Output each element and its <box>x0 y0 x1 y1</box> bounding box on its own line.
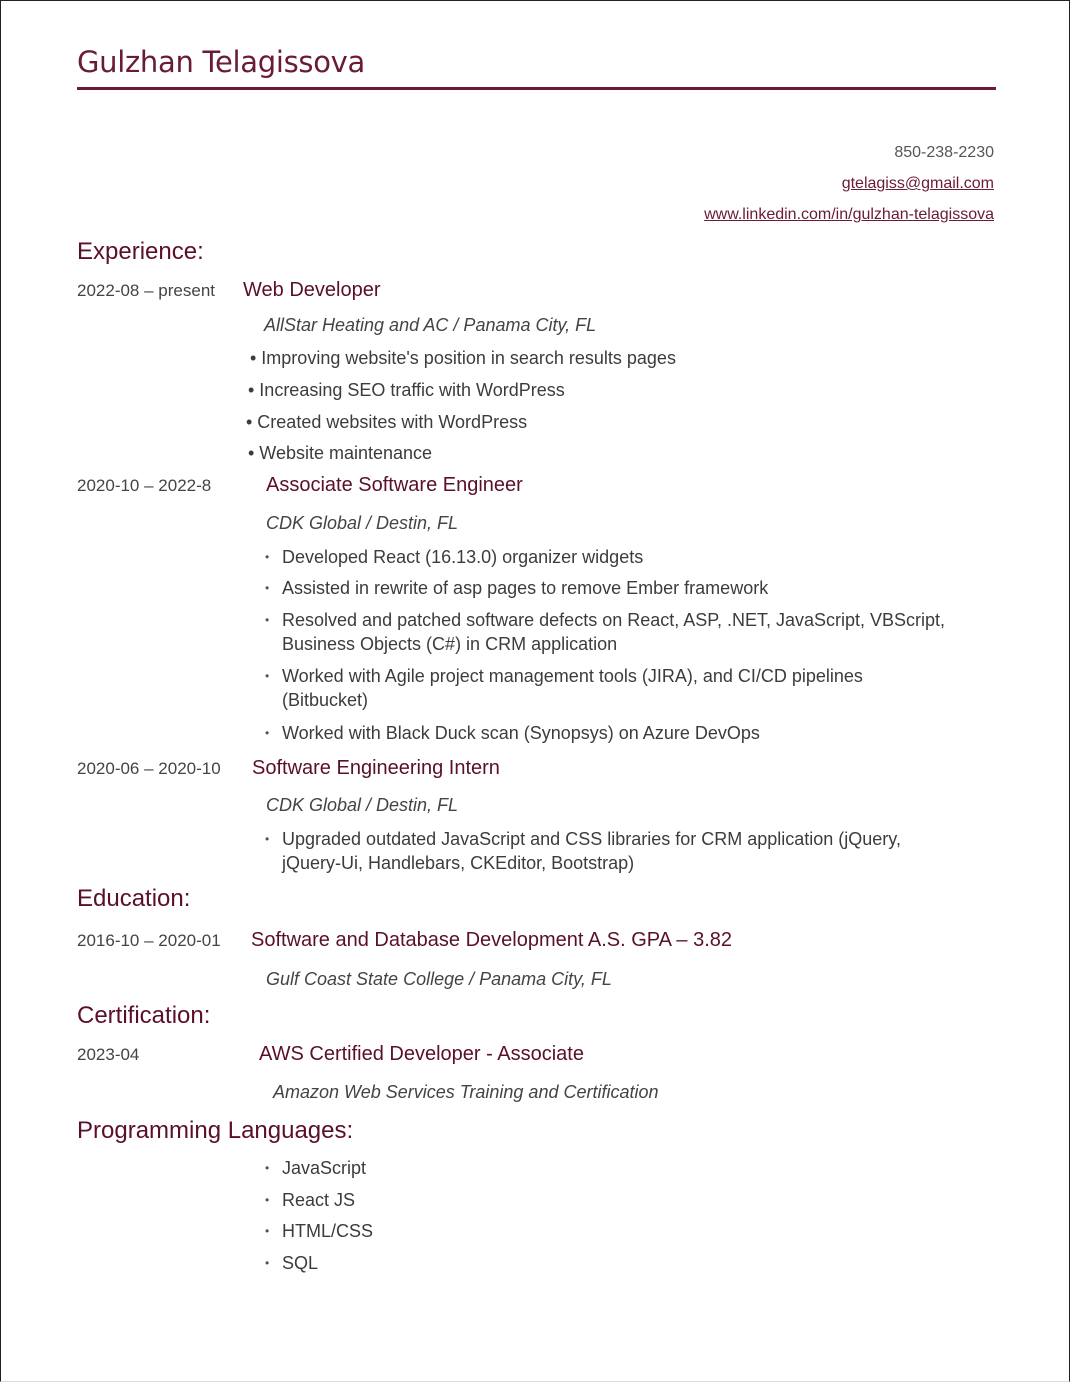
bullet-dot: • <box>265 669 270 683</box>
education-heading: Education: <box>77 885 191 912</box>
bullet-dot: • <box>265 726 270 740</box>
job-bullet: Resolved and patched software defects on React, ASP, .NET, JavaScript, VBScript, <box>282 610 946 630</box>
education-dates: 2016-10 – 2020-01 <box>77 931 221 950</box>
name-divider <box>77 87 996 90</box>
job-dates: 2022-08 – present <box>77 281 215 300</box>
job-title: Associate Software Engineer <box>266 474 523 496</box>
language-item: React JS <box>282 1190 356 1210</box>
job-bullet: jQuery-Ui, Handlebars, CKEditor, Bootstrap) <box>282 853 635 873</box>
language-item: SQL <box>282 1253 319 1273</box>
experience-heading: Experience: <box>77 238 204 265</box>
education-degree: Software and Database Development A.S. GPA – 3.82 <box>251 929 733 951</box>
job-dates: 2020-10 – 2022-8 <box>77 476 212 495</box>
job-organization: AllStar Heating and AC / Panama City, FL <box>264 315 597 335</box>
job-bullet: Worked with Black Duck scan (Synopsys) on Azure DevOps <box>282 723 760 743</box>
job-bullet: • Improving website's position in search results pages <box>250 348 676 368</box>
job-bullet: Developed React (16.13.0) organizer widgets <box>282 547 644 567</box>
bullet-dot: • <box>265 1193 270 1207</box>
job-bullet: Business Objects (C#) in CRM application <box>282 634 618 654</box>
bullet-dot: • <box>265 1161 270 1175</box>
job-dates: 2020-06 – 2020-10 <box>77 759 221 778</box>
certification-issuer: Amazon Web Services Training and Certification <box>273 1082 659 1102</box>
job-bullet: Assisted in rewrite of asp pages to remove Ember framework <box>282 578 769 598</box>
job-title: Web Developer <box>243 279 381 301</box>
job-bullet: • Increasing SEO traffic with WordPress <box>248 380 565 400</box>
job-bullet: (Bitbucket) <box>282 690 369 710</box>
linkedin-link[interactable]: www.linkedin.com/in/gulzhan-telagissova <box>704 206 994 223</box>
job-bullet: Worked with Agile project management tools (JIRA), and CI/CD pipelines <box>282 666 863 686</box>
language-item: HTML/CSS <box>282 1221 374 1241</box>
candidate-name: Gulzhan Telagissova <box>77 45 365 79</box>
bullet-dot: • <box>265 613 270 627</box>
job-organization: CDK Global / Destin, FL <box>266 795 459 815</box>
job-organization: CDK Global / Destin, FL <box>266 513 459 533</box>
job-bullet: Upgraded outdated JavaScript and CSS libraries for CRM application (jQuery, <box>282 829 901 849</box>
bullet-dot: • <box>265 832 270 846</box>
languages-heading: Programming Languages: <box>77 1117 354 1144</box>
certification-title: AWS Certified Developer - Associate <box>259 1043 584 1065</box>
education-institution: Gulf Coast State College / Panama City, FL <box>266 969 612 989</box>
bullet-dot: • <box>265 581 270 595</box>
certification-heading: Certification: <box>77 1002 211 1029</box>
job-bullet: • Created websites with WordPress <box>246 412 528 432</box>
job-bullet: • Website maintenance <box>248 443 433 463</box>
bullet-dot: • <box>265 1256 270 1270</box>
phone-number: 850-238-2230 <box>894 144 994 161</box>
certification-date: 2023-04 <box>77 1045 140 1064</box>
bullet-dot: • <box>265 1224 270 1238</box>
language-item: JavaScript <box>282 1158 367 1178</box>
job-title: Software Engineering Intern <box>252 757 500 779</box>
bullet-dot: • <box>265 550 270 564</box>
email-link[interactable]: gtelagiss@gmail.com <box>841 175 994 192</box>
